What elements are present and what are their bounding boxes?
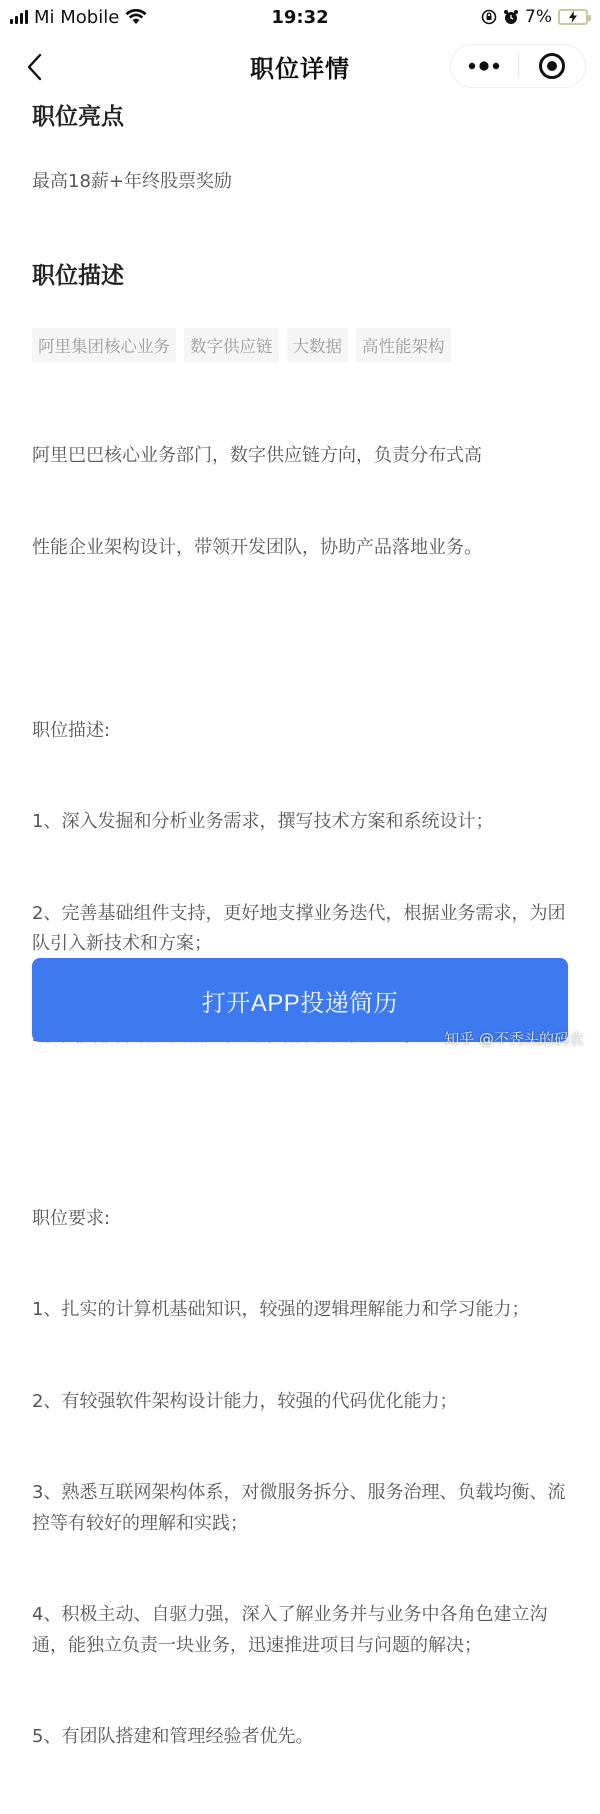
description-title: 职位描述 [32, 263, 124, 289]
summary-line: 阿里巴巴核心业务部门，数字供应链方向，负责分布式高 [32, 445, 482, 466]
requirement-item: 2、有较强软件架构设计能力，较强的代码优化能力； [32, 1390, 458, 1412]
status-right [481, 7, 588, 27]
status-time: 19:32 [271, 6, 329, 28]
mini-program-capsule [450, 44, 586, 88]
close-button[interactable] [519, 45, 586, 87]
requirement-item: 4、积极主动、自驱力强，深入了解业务并与业务中各角色建立沟通，能独立负责一块业务，迅速推进项目与问题的解决； [32, 1604, 548, 1656]
battery-percent: 7% [525, 7, 552, 27]
carrier-name: Mi Mobile [34, 6, 120, 28]
page-title: 职位详情 [250, 54, 350, 83]
requirement-item: 3、熟悉互联网架构体系，对微服务拆分、服务治理、负载均衡、流控等有较好的理解和实践； [32, 1482, 566, 1534]
status-bar [0, 0, 600, 34]
rotation-lock-icon [481, 9, 497, 25]
duties-heading: 职位描述: [32, 719, 111, 741]
requirements-heading: 职位要求: [32, 1207, 111, 1229]
open-app-apply-button[interactable]: 打开APP投递简历 [32, 958, 568, 1042]
requirement-item: 1、扎实的计算机基础知识，较强的逻辑理解能力和学习能力； [32, 1299, 530, 1320]
requirement-item: 5、有团队搭建和管理经验者优先。 [32, 1726, 314, 1747]
job-detail-content [32, 98, 572, 1814]
duty-item: 1、深入发掘和分析业务需求，撰写技术方案和系统设计； [32, 811, 494, 832]
watermark: 知乎 @不秃头的码农 [444, 1030, 584, 1048]
chevron-left-icon [22, 50, 52, 84]
duty-item: 2、完善基础组件支持，更好地支撑业务迭代，根据业务需求，为团队引入新技术和方案； [32, 902, 566, 954]
tag-list [32, 328, 572, 362]
description-body [32, 380, 572, 1814]
alarm-icon [503, 9, 519, 25]
highlights-title: 职位亮点 [32, 104, 124, 130]
nav-bar [0, 34, 600, 98]
summary-line: 性能企业架构设计，带领开发团队，协助产品落地业务。 [32, 536, 482, 558]
signal-icon [10, 10, 28, 24]
highlights-text: 最高18薪+年终股票奖励 [32, 171, 232, 192]
target-circle-icon [537, 51, 567, 81]
wifi-icon [125, 9, 147, 25]
tag: 高性能架构 [356, 328, 451, 362]
more-dots-icon [466, 60, 502, 72]
more-button[interactable] [451, 45, 518, 87]
status-left [10, 7, 147, 28]
back-button[interactable] [22, 50, 52, 84]
tag: 数字供应链 [184, 328, 279, 362]
tag: 阿里集团核心业务 [32, 328, 176, 362]
battery-charging-icon [558, 9, 588, 25]
tag: 大数据 [287, 328, 349, 362]
